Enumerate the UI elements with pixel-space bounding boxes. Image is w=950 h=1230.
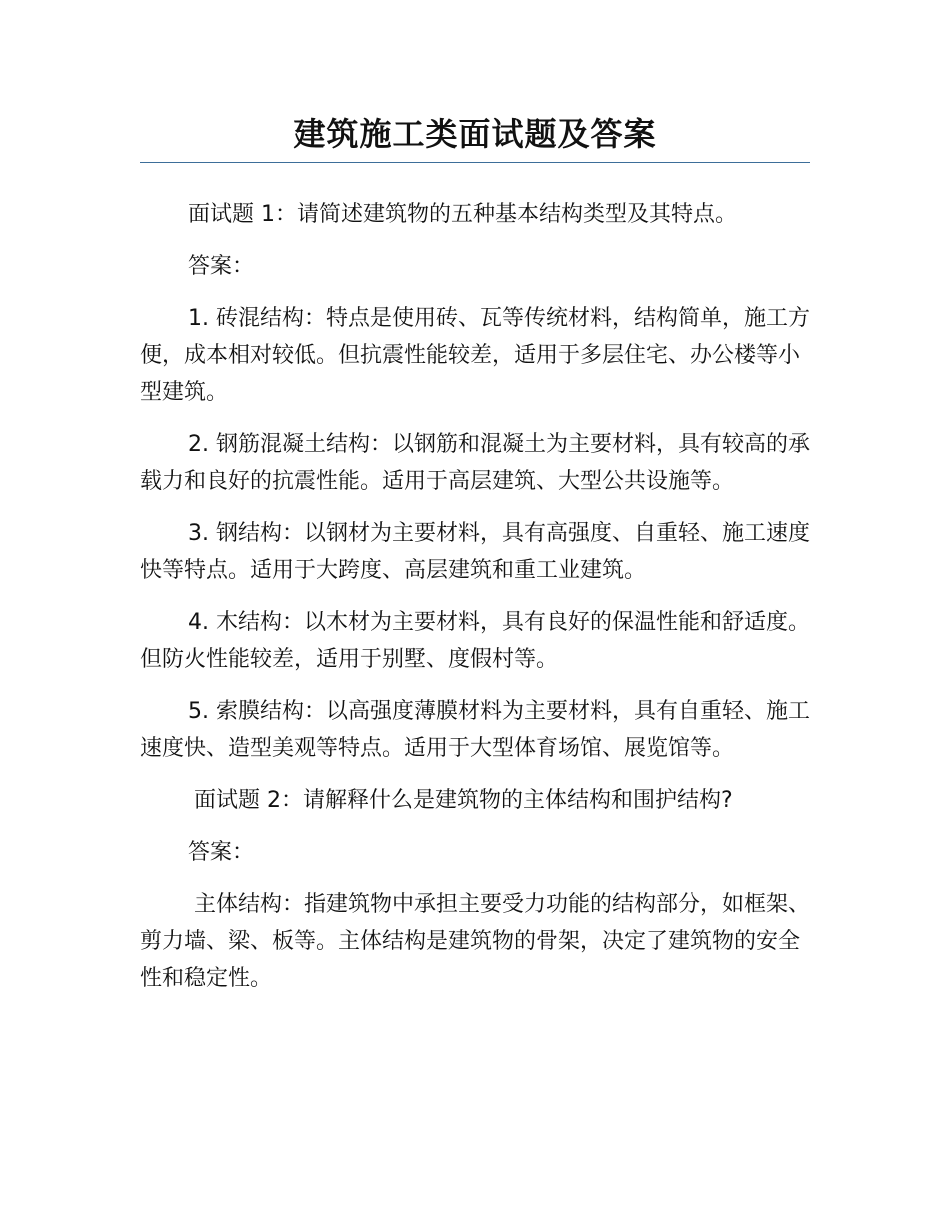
title-underline	[140, 162, 810, 163]
question-1-heading: 面试题 1：请简述建筑物的五种基本结构类型及其特点。	[188, 202, 737, 227]
answer-1-item-2: 2. 钢筋混凝土结构：以钢筋和混凝土为主要材料，具有较高的承载力和良好的抗震性能。适用于高层建筑、大型公共设施等。	[140, 432, 810, 494]
document-title: 建筑施工类面试题及答案	[293, 115, 657, 153]
document-body	[140, 196, 820, 1012]
answer-1-item-5: 5. 索膜结构：以高强度薄膜材料为主要材料，具有自重轻、施工速度快、造型美观等特点。适用于大型体育场馆、展览馆等。	[140, 699, 810, 761]
answer-1-item-1: 1. 砖混结构：特点是使用砖、瓦等传统材料，结构简单，施工方便，成本相对较低。但抗震性能较差，适用于多层住宅、办公楼等小型建筑。	[140, 306, 810, 405]
question-2-heading: 面试题 2：请解释什么是建筑物的主体结构和围护结构?	[194, 788, 733, 813]
answer-2-label: 答案：	[188, 840, 255, 865]
answer-1-item-4: 4. 木结构：以木材为主要材料，具有良好的保温性能和舒适度。但防火性能较差，适用于别墅、度假村等。	[140, 610, 810, 672]
answer-1-item-3: 3. 钢结构：以钢材为主要材料，具有高强度、自重轻、施工速度快等特点。适用于大跨度、高层建筑和重工业建筑。	[140, 521, 810, 583]
answer-2-main-structure: 主体结构：指建筑物中承担主要受力功能的结构部分，如框架、剪力墙、梁、板等。主体结构是建筑物的骨架，决定了建筑物的安全性和稳定性。	[140, 892, 811, 991]
answer-1-label: 答案：	[188, 254, 255, 279]
